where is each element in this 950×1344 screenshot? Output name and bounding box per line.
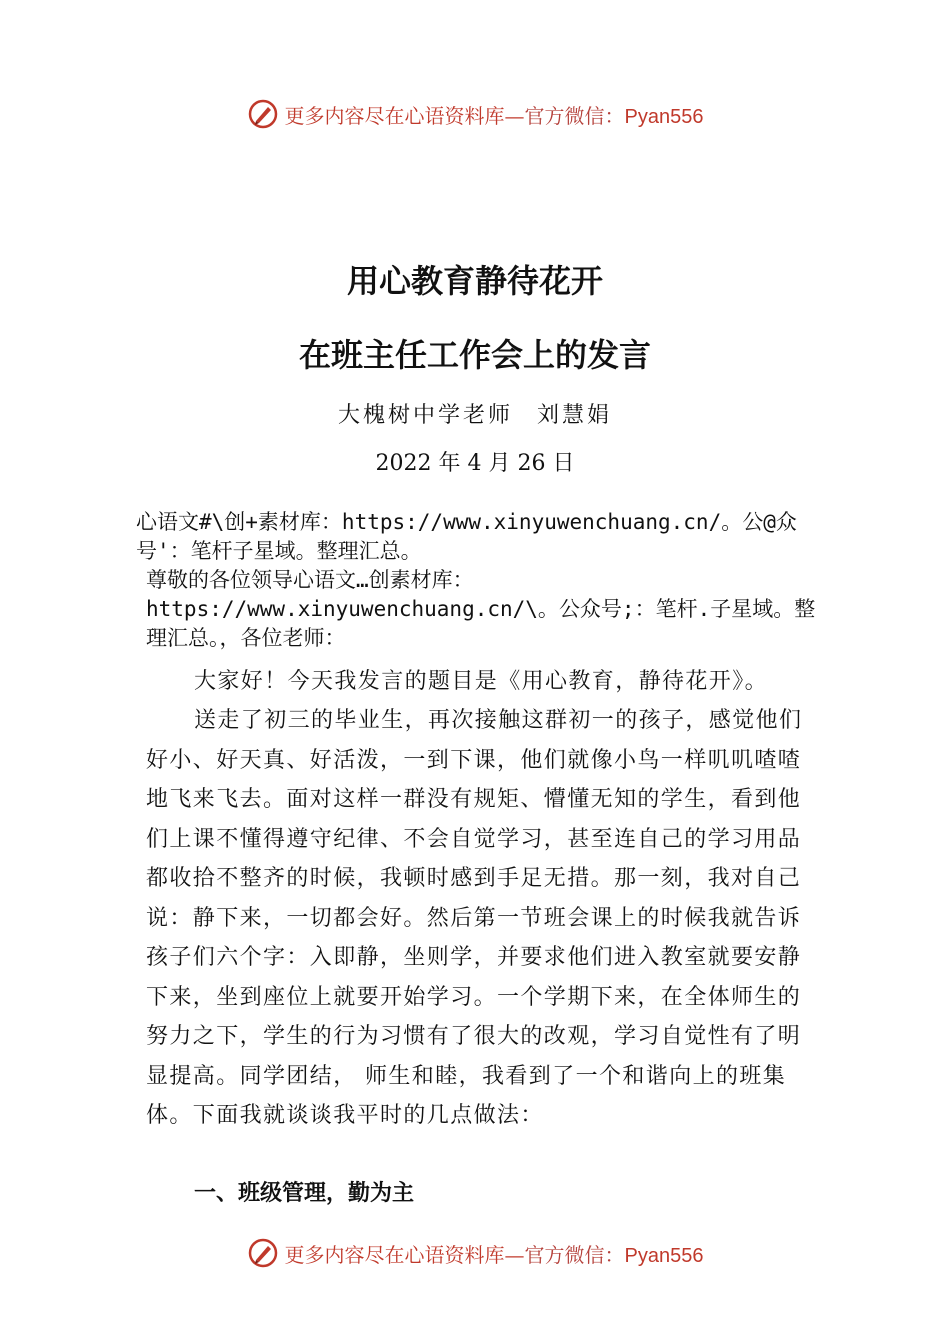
section-heading: 一、班级管理，勤为主 <box>194 1181 415 1206</box>
source-note-2: 尊敬的各位领导心语文…创素材库：https://www.xinyuwenchuang.cn/\。公众号;：笔杆.子星域。整理汇总。，各位老师： <box>146 568 816 650</box>
banner-wechat-label: 官方微信： <box>524 1242 625 1267</box>
banner-separator: — <box>504 103 525 128</box>
header-banner <box>0 94 950 134</box>
pen-logo-icon <box>247 1237 279 1269</box>
footer-banner <box>0 1233 950 1273</box>
banner-text <box>285 1239 704 1268</box>
author-line <box>0 398 950 429</box>
source-note-1: 心语文#\创+素材库：https://www.xinyuwenchuang.cn/。公@众号'：笔杆子星域。整理汇总。 <box>136 510 797 563</box>
document-title: 用心教育静待花开 <box>346 262 603 300</box>
banner-main-text: 更多内容尽在心语资料库 <box>284 1242 505 1267</box>
author-name: 刘慧娟 <box>537 403 613 428</box>
banner-text <box>285 100 704 129</box>
banner-wechat-id: Pyan556 <box>624 105 704 128</box>
document-subtitle: 在班主任工作会上的发言 <box>298 336 651 374</box>
author-school: 大槐树中学老师 <box>337 403 513 428</box>
banner-content <box>247 98 704 130</box>
banner-main-text: 更多内容尽在心语资料库 <box>284 103 505 128</box>
banner-separator: — <box>504 1242 525 1267</box>
document-date: 2022 年 4 月 26 日 <box>375 451 575 476</box>
banner-content <box>247 1237 704 1269</box>
banner-wechat-id: Pyan556 <box>624 1244 704 1267</box>
paragraph-main: 送走了初三的毕业生，再次接触这群初一的孩子，感觉他们好小、好天真、好活泼，一到下课，他们就像小鸟一样叽叽喳喳地飞来飞去。面对这样一群没有规矩、懵懂无知的学生，看到他们上课不懂得遵守纪律、不会自觉学习，甚至连自己的学习用品都收拾不整齐的时候，我顿时感到手足无措。那一刻，我对自己说：静下来，一切都会好。然后第一节班会课上的时候我就告诉孩子们六个字：入即静，坐则学，并要求他们进入教室就要安静下来，坐到座位上就要开始学习。一个学期下来，在全体师生的努力之下，学生的行为习惯有了很大的改观，学习自觉性有了明显提高。同学团结， 师生和睦，我看到了一个和谐向上的班集体。下面我就谈谈我平时的几点做法： <box>146 708 803 1128</box>
pen-logo-icon <box>247 98 279 130</box>
banner-wechat-label: 官方微信： <box>524 103 625 128</box>
paragraph-greeting: 大家好！今天我发言的题目是《用心教育，静待花开》。 <box>194 669 769 694</box>
